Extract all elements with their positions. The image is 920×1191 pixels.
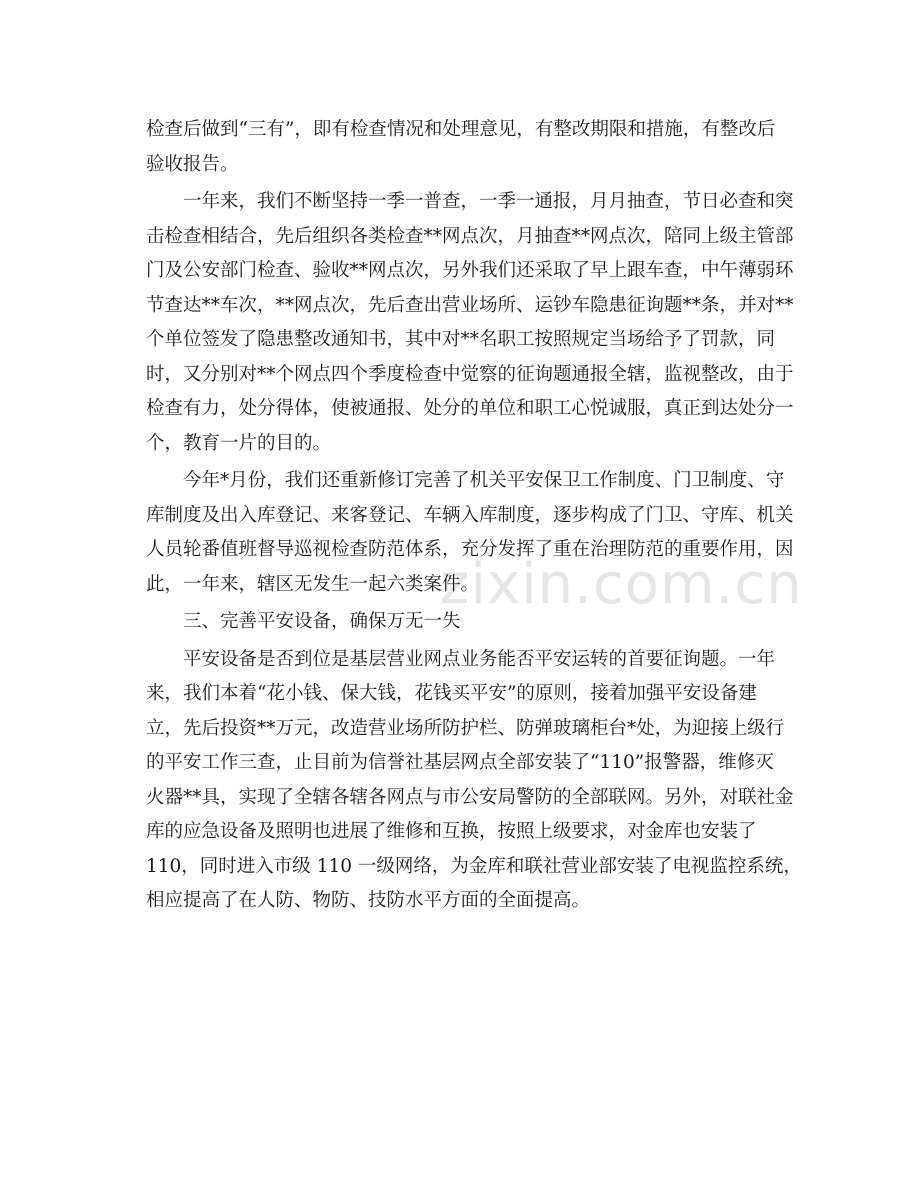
text-line: 个，教育一片的目的。: [146, 432, 332, 454]
text-line: 来，我们本着“花小钱、保大钱，花钱买平安”的原则，接着加强平安设备建: [146, 683, 757, 704]
text-line: 库制度及出入库登记、来客登记、车辆入库制度，逐步构成了门卫、守库、机关: [146, 504, 794, 526]
text-line: 火器**具，实现了全辖各辖各网点与市公安局警防的全部联网。另外，对联社金: [146, 786, 794, 808]
text-line: 的平安工作三查，止目前为信誉社基层网点全部安装了“110”报警器，维修灭: [146, 752, 774, 773]
text-line: 今年*月份，我们还重新修订完善了机关平安保卫工作制度、门卫制度、守: [146, 470, 785, 491]
text-line: 此，一年来，辖区无发生一起六类案件。: [146, 573, 480, 595]
text-line: 节查达**车次，**网点次，先后查出营业场所、运钞车隐患征询题**条，并对**: [146, 294, 794, 316]
text-line: 检查后做到“三有”，即有检查情况和处理意见，有整改期限和措施，有整改后: [146, 119, 776, 140]
text-line: 击检查相结合，先后组织各类检查**网点次，月抽查**网点次，陪同上级主管部: [146, 225, 794, 247]
text-line: 库的应急设备及照明也进展了维修和互换，按照上级要求，对金库也安装了: [146, 821, 757, 842]
document-body: [146, 113, 802, 919]
text-line: 验收报告。: [146, 153, 239, 175]
text-line: 110，同时进入市级 110 一级网络，为金库和联社营业部安装了电视监控系统，: [146, 855, 802, 877]
text-line: 检查有力，处分得体，使被通报、处分的单位和职工心悦诚服，真正到达处分一: [146, 398, 794, 419]
text-line: 相应提高了在人防、物防、技防水平方面的全面提高。: [146, 890, 591, 911]
text-line: 一年来，我们不断坚持一季一普查，一季一通报，月月抽查，节日必查和突: [146, 191, 794, 212]
text-line: 门及公安部门检查、验收**网点次，另外我们还采取了早上跟车查，中午薄弱环: [146, 260, 794, 281]
watermark: zixin.com.cn: [440, 552, 803, 617]
section-heading: 三、完善平安设备，确保万无一失: [146, 611, 461, 632]
text-line: 个单位签发了隐患整改通知书，其中对**名职工按照规定当场给予了罚款，同: [146, 329, 776, 350]
text-line: 人员轮番值班督导巡视检查防范体系，充分发挥了重在治理防范的重要作用，因: [146, 539, 794, 560]
text-line: 立，先后投资**万元，改造营业场所防护栏、防弹玻璃柜台*处，为迎接上级行: [146, 717, 785, 739]
text-line: 时，又分别对**个网点四个季度检查中觉察的征询题通报全辖，监视整改，由于: [146, 363, 794, 385]
text-line: 平安设备是否到位是基层营业网点业务能否平安运转的首要征询题。一年: [146, 648, 776, 670]
